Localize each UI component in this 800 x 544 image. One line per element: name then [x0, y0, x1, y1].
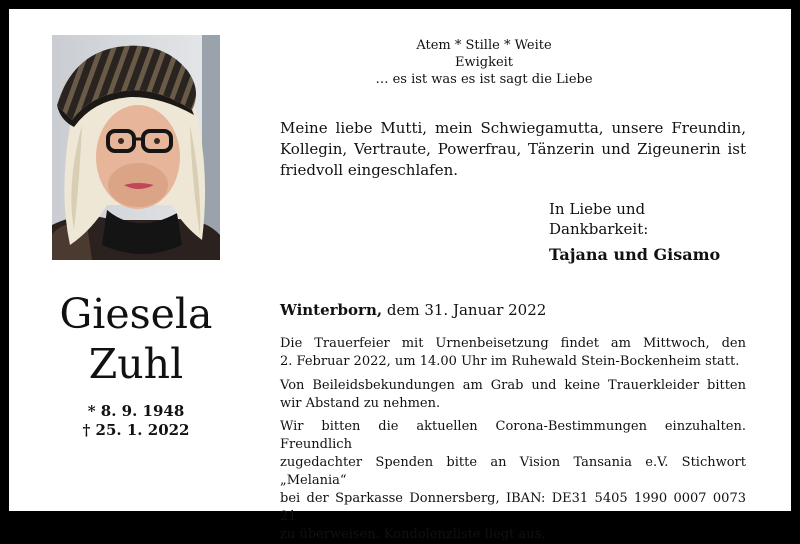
lead-line: Meine liebe Mutti, mein Schwiegamutta, unsere Freundin,: [280, 119, 746, 137]
paragraph-line: zu überweisen. Kondolenzliste liegt aus.: [280, 527, 546, 542]
funeral-paragraph: [280, 335, 746, 371]
paragraph-line: zugedachter Spenden bitte an Vision Tansania e.V. Stichwort „Melania“: [280, 455, 746, 488]
place: Winterborn,: [280, 301, 383, 319]
portrait-photo: [52, 35, 220, 260]
signature-intro: Dankbarkeit:: [549, 220, 649, 238]
signature-names: Tajana und Gisamo: [549, 245, 721, 264]
paragraph-line: Von Beileidsbekundungen am Grab und keine Trauerkleider bitten: [280, 378, 746, 393]
motto-line: … es ist was es ist sagt die Liebe: [375, 72, 593, 87]
lead-line: Kollegin, Vertraute, Powerfrau, Tänzerin und Zigeunerin ist: [280, 140, 746, 158]
condolence-paragraph: [280, 377, 746, 413]
motto-line: Ewigkeit: [454, 55, 514, 70]
signature-intro: In Liebe und: [549, 200, 646, 218]
motto-line: Atem * Stille * Weite: [416, 38, 552, 53]
paragraph-line: Die Trauerfeier mit Urnenbeisetzung findet am Mittwoch, den: [280, 336, 746, 351]
lead-line: friedvoll eingeschlafen.: [280, 161, 459, 179]
birth-date: * 8. 9. 1948: [87, 402, 185, 420]
paragraph-line: 2. Februar 2022, um 14.00 Uhr im Ruhewald Stein-Bockenheim statt.: [280, 354, 740, 369]
donation-paragraph: [280, 418, 746, 544]
first-name: Giesela: [59, 290, 213, 338]
paragraph-line: Wir bitten die aktuellen Corona-Bestimmungen einzuhalten. Freundlich: [280, 419, 746, 452]
last-name: Zuhl: [88, 340, 184, 388]
death-date: † 25. 1. 2022: [82, 421, 190, 439]
paragraph-line: wir Abstand zu nehmen.: [280, 396, 441, 411]
paragraph-line: bei der Sparkasse Donnersberg, IBAN: DE31 5405 1990 0007 0073 21: [280, 491, 746, 524]
place-date: [280, 300, 546, 320]
date: dem 31. Januar 2022: [386, 301, 547, 319]
obituary-card: [9, 9, 791, 542]
